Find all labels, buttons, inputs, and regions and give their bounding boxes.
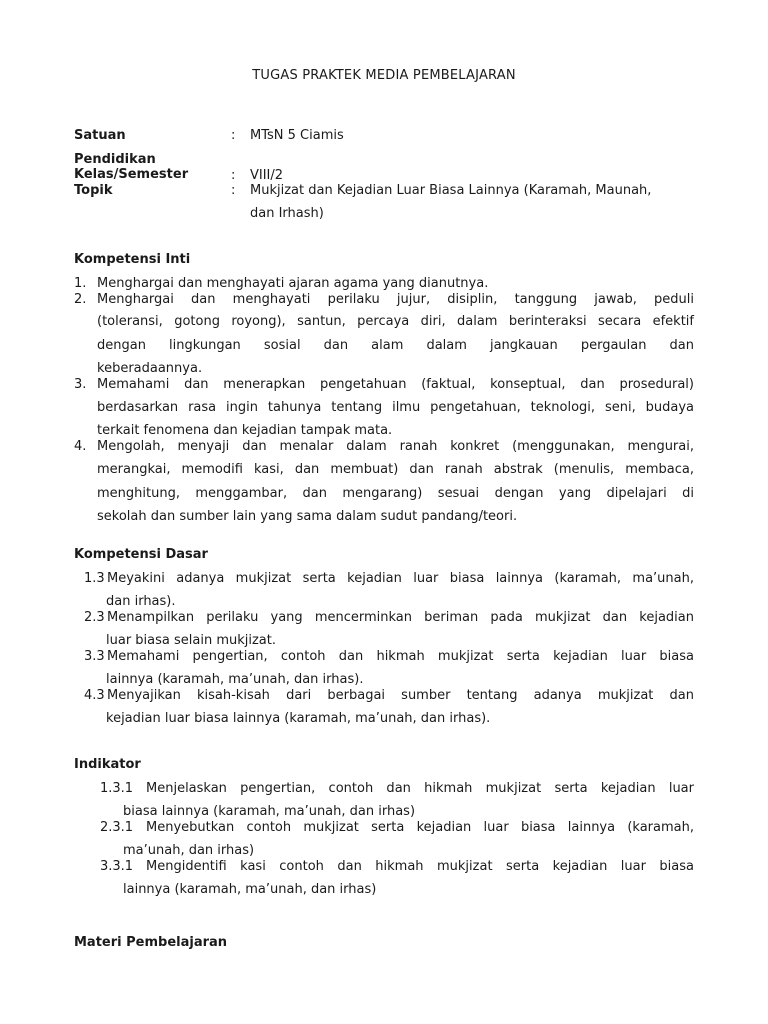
topik-value-line1: Mukjizat dan Kejadian Luar Biasa Lainnya (Karamah, Maunah, (250, 183, 652, 198)
ki-item-number: 4. (74, 439, 87, 454)
kd-item-line: dan irhas). (106, 594, 176, 609)
ki-item-line: merangkai, memodifi kasi, dan membuat) dan ranah abstrak (menulis, membaca, (97, 462, 694, 477)
indikator-item-line: Menyebutkan contoh mukjizat serta kejadian luar biasa lainnya (karamah, (146, 820, 694, 835)
kd-item-line: Meyakini adanya mukjizat serta kejadian luar biasa lainnya (karamah, ma’unah, (107, 571, 694, 586)
pendidikan-label: Pendidikan (74, 152, 156, 167)
kd-item-number: 4.3 (84, 688, 105, 703)
kompetensi-inti-heading: Kompetensi Inti (74, 252, 191, 267)
indikator-item-line: biasa lainnya (karamah, ma’unah, dan irhas) (123, 804, 416, 819)
ki-item-number: 3. (74, 377, 87, 392)
ki-item-line: menghitung, menggambar, dan mengarang) sesuai dengan yang dipelajari di (97, 486, 694, 501)
ki-item-line: Menghargai dan menghayati ajaran agama yang dianutnya. (97, 276, 489, 291)
indikator-item-number: 3.3.1 (100, 859, 134, 874)
kelas-label: Kelas/Semester (74, 167, 189, 182)
kd-item-line: lainnya (karamah, ma’unah, dan irhas). (106, 672, 364, 687)
indikator-item-line: lainnya (karamah, ma’unah, dan irhas) (123, 882, 377, 897)
kd-item-line: Menampilkan perilaku yang mencerminkan beriman pada mukjizat dan kejadian (107, 610, 694, 625)
satuan-label: Satuan (74, 128, 126, 143)
kd-item-number: 1.3 (84, 571, 105, 586)
kelas-value: VIII/2 (250, 168, 284, 183)
ki-item-line: Memahami dan menerapkan pengetahuan (faktual, konseptual, dan prosedural) (97, 377, 694, 392)
indikator-heading: Indikator (74, 757, 141, 772)
topik-value-line2: dan Irhash) (250, 206, 324, 221)
topik-colon: : (231, 183, 236, 198)
kd-item-number: 2.3 (84, 610, 105, 625)
ki-item-line: Menghargai dan menghayati perilaku jujur, disiplin, tanggung jawab, peduli (97, 292, 694, 307)
ki-item-line: terkait fenomena dan kejadian tampak mata. (97, 423, 393, 438)
ki-item-line: keberadaannya. (97, 361, 203, 376)
indikator-item-line: ma’unah, dan irhas) (123, 843, 255, 858)
indikator-item-number: 2.3.1 (100, 820, 134, 835)
indikator-item-number: 1.3.1 (100, 781, 134, 796)
ki-item-line: dengan lingkungan sosial dan alam dalam jangkauan pergaulan dan (97, 338, 694, 353)
kd-item-line: Memahami pengertian, contoh dan hikmah mukjizat serta kejadian luar biasa (107, 649, 694, 664)
topik-label: Topik (74, 183, 113, 198)
kd-item-line: Menyajikan kisah-kisah dari berbagai sumber tentang adanya mukjizat dan (107, 688, 694, 703)
ki-item-line: (toleransi, gotong royong), santun, percaya diri, dalam berinteraksi secara efektif (97, 314, 694, 329)
ki-item-number: 1. (74, 276, 87, 291)
kd-item-line: kejadian luar biasa lainnya (karamah, ma’unah, dan irhas). (106, 711, 491, 726)
ki-item-line: sekolah dan sumber lain yang sama dalam sudut pandang/teori. (97, 509, 518, 524)
indikator-item-line: Menjelaskan pengertian, contoh dan hikmah mukjizat serta kejadian luar (146, 781, 694, 796)
ki-item-line: berdasarkan rasa ingin tahunya tentang ilmu pengetahuan, teknologi, seni, budaya (97, 400, 694, 415)
satuan-colon: : (231, 128, 236, 143)
kd-item-number: 3.3 (84, 649, 105, 664)
document-title: TUGAS PRAKTEK MEDIA PEMBELAJARAN (252, 68, 516, 83)
kd-item-line: luar biasa selain mukjizat. (106, 633, 277, 648)
ki-item-number: 2. (74, 292, 87, 307)
ki-item-line: Mengolah, menyaji dan menalar dalam ranah konkret (menggunakan, mengurai, (97, 439, 694, 454)
kelas-colon: : (231, 168, 236, 183)
indikator-item-line: Mengidentifi kasi contoh dan hikmah mukjizat serta kejadian luar biasa (146, 859, 694, 874)
kompetensi-dasar-heading: Kompetensi Dasar (74, 547, 208, 562)
satuan-value: MTsN 5 Ciamis (250, 128, 344, 143)
materi-pembelajaran-heading: Materi Pembelajaran (74, 935, 228, 950)
